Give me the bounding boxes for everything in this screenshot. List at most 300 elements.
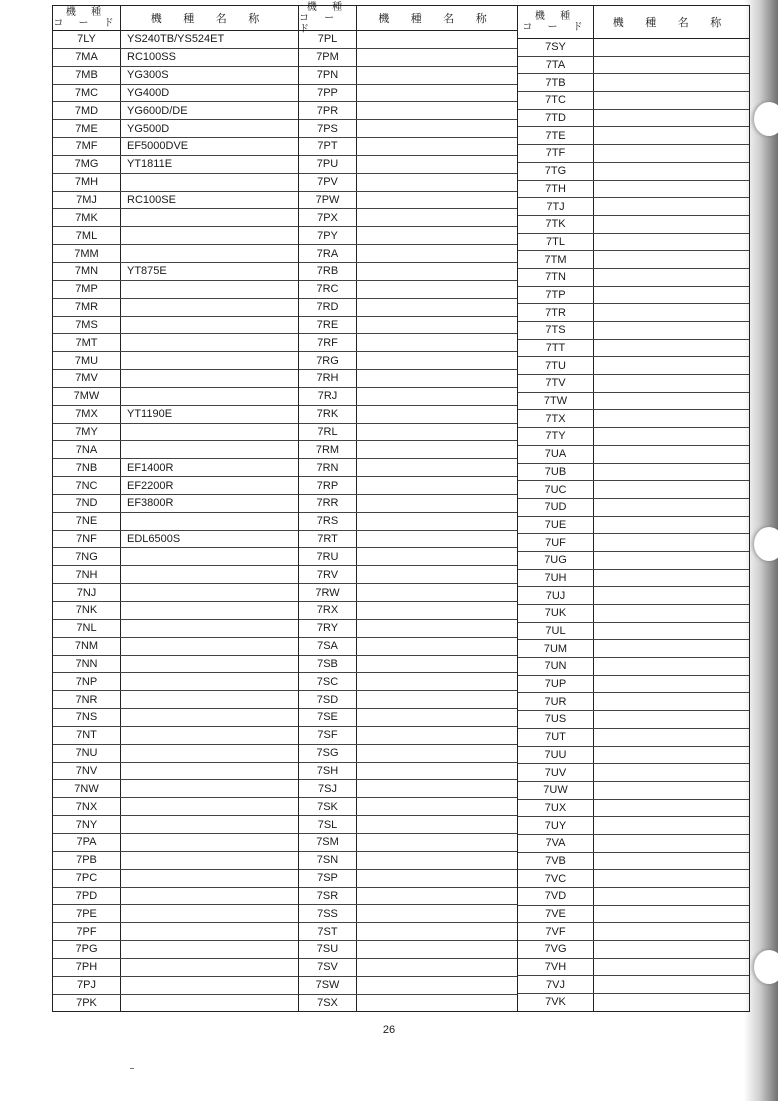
table-row <box>53 495 298 513</box>
table-row <box>53 245 298 263</box>
model-name-cell <box>357 798 517 815</box>
model-name-cell <box>357 245 517 262</box>
model-name-cell <box>357 513 517 530</box>
model-code-cell: 7TG <box>518 163 594 180</box>
model-code-cell: 7SP <box>299 870 357 887</box>
table-row <box>518 658 749 676</box>
model-code-cell: 7PA <box>53 834 121 851</box>
table-row <box>299 816 517 834</box>
model-name-cell <box>121 852 298 869</box>
table-row <box>518 39 749 57</box>
model-code-cell: 7PY <box>299 227 357 244</box>
model-code-cell: 7UB <box>518 464 594 481</box>
table-row <box>53 352 298 370</box>
table-row <box>53 745 298 763</box>
header-model-code <box>53 6 121 30</box>
model-code-cell: 7TU <box>518 357 594 374</box>
model-name-cell <box>357 816 517 833</box>
table-row <box>518 640 749 658</box>
table-row <box>518 269 749 287</box>
table-header <box>299 1 517 35</box>
model-name-cell <box>121 995 298 1012</box>
model-code-cell: 7PC <box>53 870 121 887</box>
table-row <box>518 534 749 552</box>
model-name-cell <box>594 110 749 127</box>
model-name-cell <box>594 127 749 144</box>
table-row <box>299 209 517 227</box>
model-name-cell <box>594 464 749 481</box>
model-code-cell: 7UK <box>518 605 594 622</box>
model-code-cell: 7NA <box>53 441 121 458</box>
table-row <box>299 584 517 602</box>
table-row <box>53 995 298 1012</box>
model-code-cell: 7UC <box>518 481 594 498</box>
model-code-cell: 7MG <box>53 156 121 173</box>
model-code-cell: 7NT <box>53 727 121 744</box>
model-name-cell <box>357 691 517 708</box>
table-row <box>299 870 517 888</box>
model-code-cell: 7TB <box>518 74 594 91</box>
model-name-cell <box>594 587 749 604</box>
table-row <box>518 959 749 977</box>
table-row <box>518 782 749 800</box>
model-code-cell: 7NM <box>53 638 121 655</box>
table-row <box>518 198 749 216</box>
model-code-cell: 7UM <box>518 640 594 657</box>
table-row <box>299 424 517 442</box>
table-row <box>518 570 749 588</box>
table-row <box>299 888 517 906</box>
model-name-cell: RC100SS <box>127 51 176 64</box>
model-code-cell: 7PX <box>299 209 357 226</box>
model-name-cell <box>357 638 517 655</box>
table-row <box>53 513 298 531</box>
table-header <box>53 6 298 31</box>
model-name-cell <box>357 959 517 976</box>
model-name-cell <box>121 763 298 780</box>
model-code-cell: 7RA <box>299 245 357 262</box>
model-name-cell <box>594 287 749 304</box>
table-row <box>518 375 749 393</box>
table-row <box>299 138 517 156</box>
model-code-cell: 7UX <box>518 800 594 817</box>
table-row <box>53 156 298 174</box>
model-name-cell <box>357 352 517 369</box>
model-code-cell: 7PE <box>53 905 121 922</box>
header-model-code <box>299 1 357 35</box>
model-name-cell <box>357 852 517 869</box>
model-name-cell <box>357 763 517 780</box>
table-row <box>299 495 517 513</box>
table-row <box>299 192 517 210</box>
model-code-cell: 7TL <box>518 234 594 251</box>
model-name-cell <box>121 620 298 637</box>
model-name-cell <box>121 209 298 226</box>
table-row <box>518 92 749 110</box>
model-code-cell: 7PS <box>299 120 357 137</box>
header-code-line1: 機 種 <box>534 11 577 22</box>
model-name-cell: YG400D <box>127 86 170 99</box>
model-name-cell <box>121 959 298 976</box>
table-row <box>299 263 517 281</box>
table-row <box>53 192 298 210</box>
table-row <box>518 711 749 729</box>
punch-hole <box>754 527 778 561</box>
table-row <box>518 481 749 499</box>
model-code-cell: 7TE <box>518 127 594 144</box>
model-code-cell: 7UF <box>518 534 594 551</box>
model-name-cell <box>594 517 749 534</box>
table-row <box>299 852 517 870</box>
table-row <box>53 299 298 317</box>
model-name-cell <box>594 74 749 91</box>
model-name-cell <box>594 163 749 180</box>
model-name-cell <box>594 640 749 657</box>
table-row <box>299 763 517 781</box>
model-name-cell <box>357 299 517 316</box>
model-code-cell: 7PP <box>299 85 357 102</box>
model-name-cell <box>594 570 749 587</box>
model-code-cell: 7PK <box>53 995 121 1012</box>
table-row <box>53 620 298 638</box>
table-row <box>518 304 749 322</box>
table-row <box>53 780 298 798</box>
table-row <box>53 459 298 477</box>
model-name-cell <box>357 620 517 637</box>
table-row <box>518 976 749 994</box>
model-code-cell: 7NS <box>53 709 121 726</box>
header-code-line2: コ ー ド <box>299 12 341 35</box>
model-name-cell <box>357 67 517 84</box>
header-code-line2: コ ー ド <box>53 18 120 29</box>
model-name-cell <box>594 623 749 640</box>
model-code-cell: 7SX <box>299 995 357 1012</box>
table-row <box>53 67 298 85</box>
model-code-cell: 7MR <box>53 299 121 316</box>
model-name-cell <box>594 800 749 817</box>
model-code-cell: 7NE <box>53 513 121 530</box>
model-code-cell: 7MP <box>53 281 121 298</box>
table-row <box>299 977 517 995</box>
model-name-cell <box>121 281 298 298</box>
table-row <box>53 763 298 781</box>
model-code-cell: 7TP <box>518 287 594 304</box>
model-code-cell: 7VF <box>518 923 594 940</box>
model-code-cell: 7MS <box>53 317 121 334</box>
table-row <box>518 835 749 853</box>
model-code-cell: 7MW <box>53 388 121 405</box>
model-name-cell <box>357 941 517 958</box>
model-code-cell: 7VE <box>518 906 594 923</box>
model-name-cell <box>357 727 517 744</box>
model-name-cell <box>357 388 517 405</box>
table-row <box>518 287 749 305</box>
model-code-cell: 7SS <box>299 905 357 922</box>
model-name-cell <box>594 658 749 675</box>
model-code-cell: 7PL <box>299 31 357 48</box>
model-code-cell: 7SU <box>299 941 357 958</box>
model-code-cell: 7MF <box>53 138 121 155</box>
model-name-cell <box>121 870 298 887</box>
table-row <box>299 798 517 816</box>
model-code-cell: 7UW <box>518 782 594 799</box>
model-code-cell: 7SV <box>299 959 357 976</box>
model-code-cell: 7UT <box>518 729 594 746</box>
model-code-cell: 7RG <box>299 352 357 369</box>
model-name-cell <box>357 227 517 244</box>
table-row <box>518 446 749 464</box>
model-name-cell <box>357 477 517 494</box>
model-code-cell: 7VG <box>518 941 594 958</box>
model-name-cell <box>594 393 749 410</box>
model-code-cell: 7RM <box>299 441 357 458</box>
table-row <box>299 602 517 620</box>
table-row <box>299 406 517 424</box>
model-name-cell <box>357 441 517 458</box>
model-name-cell <box>594 446 749 463</box>
table-rows <box>518 39 749 1011</box>
table-row <box>53 424 298 442</box>
model-code-cell: 7PF <box>53 923 121 940</box>
table-row <box>299 459 517 477</box>
model-name-cell <box>121 334 298 351</box>
table-row <box>299 923 517 941</box>
table-row <box>518 552 749 570</box>
model-name-cell <box>594 941 749 958</box>
model-code-cell: 7VC <box>518 870 594 887</box>
model-name-cell <box>357 424 517 441</box>
model-name-cell <box>357 192 517 209</box>
model-code-cell: 7SR <box>299 888 357 905</box>
model-name-cell <box>121 816 298 833</box>
model-name-cell <box>594 994 749 1011</box>
table-row <box>518 464 749 482</box>
model-code-cell: 7TS <box>518 322 594 339</box>
table-row <box>53 317 298 335</box>
model-name-cell <box>121 798 298 815</box>
table-block-1 <box>53 6 299 1011</box>
model-code-cell: 7NG <box>53 548 121 565</box>
model-code-cell: 7NR <box>53 691 121 708</box>
table-row <box>518 234 749 252</box>
table-row <box>299 834 517 852</box>
model-name-cell <box>594 605 749 622</box>
model-code-cell: 7PG <box>53 941 121 958</box>
table-row <box>299 441 517 459</box>
model-code-cell: 7SW <box>299 977 357 994</box>
table-row <box>518 994 749 1011</box>
model-code-cell: 7VK <box>518 994 594 1011</box>
model-code-cell: 7NK <box>53 602 121 619</box>
model-name-cell <box>357 602 517 619</box>
model-name-cell <box>357 566 517 583</box>
model-code-cell: 7PM <box>299 49 357 66</box>
model-name-cell <box>121 602 298 619</box>
table-row <box>53 709 298 727</box>
model-name-cell <box>357 905 517 922</box>
header-code-line2: コ ー ド <box>522 22 589 33</box>
model-name-cell: YS240TB/YS524ET <box>127 33 225 46</box>
model-name-cell <box>594 764 749 781</box>
model-name-cell: EF2200R <box>127 479 174 492</box>
table-row <box>299 709 517 727</box>
table-row <box>518 110 749 128</box>
model-name-cell <box>357 156 517 173</box>
model-code-table <box>52 1 750 1012</box>
table-row <box>299 174 517 192</box>
model-code-cell: 7TR <box>518 304 594 321</box>
model-code-cell: 7TW <box>518 393 594 410</box>
table-row <box>53 138 298 156</box>
model-code-cell: 7TF <box>518 145 594 162</box>
table-row <box>299 673 517 691</box>
model-name-cell <box>594 835 749 852</box>
header-model-code <box>518 6 594 38</box>
model-name-cell <box>594 375 749 392</box>
table-row <box>518 216 749 234</box>
model-name-cell <box>357 120 517 137</box>
model-code-cell: 7RD <box>299 299 357 316</box>
model-name-cell <box>594 711 749 728</box>
model-code-cell: 7PW <box>299 192 357 209</box>
model-code-cell: 7TX <box>518 410 594 427</box>
model-name-cell <box>121 673 298 690</box>
model-name-cell <box>594 959 749 976</box>
table-row <box>53 834 298 852</box>
model-code-cell: 7RR <box>299 495 357 512</box>
model-code-cell: 7TK <box>518 216 594 233</box>
model-code-cell: 7SL <box>299 816 357 833</box>
table-row <box>518 517 749 535</box>
table-row <box>53 406 298 424</box>
model-code-cell: 7SC <box>299 673 357 690</box>
model-code-cell: 7MH <box>53 174 121 191</box>
model-code-cell: 7MM <box>53 245 121 262</box>
model-code-cell: 7MB <box>53 67 121 84</box>
model-name-cell <box>357 673 517 690</box>
model-name-cell <box>357 370 517 387</box>
table-row <box>299 780 517 798</box>
table-row <box>53 798 298 816</box>
model-name-cell <box>594 481 749 498</box>
model-code-cell: 7SY <box>518 39 594 56</box>
table-row <box>518 747 749 765</box>
table-row <box>299 905 517 923</box>
model-code-cell: 7TA <box>518 57 594 74</box>
table-rows <box>53 31 298 1011</box>
model-code-cell: 7NP <box>53 673 121 690</box>
model-code-cell: 7SJ <box>299 780 357 797</box>
table-row <box>53 477 298 495</box>
model-code-cell: 7RU <box>299 548 357 565</box>
model-name-cell <box>121 691 298 708</box>
header-code-line1: 機 種 <box>306 1 349 13</box>
model-code-cell: 7NN <box>53 656 121 673</box>
table-row <box>518 428 749 446</box>
table-row <box>53 174 298 192</box>
model-name-cell <box>121 584 298 601</box>
model-code-cell: 7RX <box>299 602 357 619</box>
model-code-cell: 7TJ <box>518 198 594 215</box>
model-code-cell: 7TM <box>518 251 594 268</box>
model-name-cell: YT1190E <box>127 408 173 421</box>
table-row <box>53 923 298 941</box>
model-name-cell <box>121 834 298 851</box>
model-code-cell: 7SD <box>299 691 357 708</box>
table-row <box>299 102 517 120</box>
model-name-cell <box>594 322 749 339</box>
model-name-cell <box>594 853 749 870</box>
model-name-cell <box>594 428 749 445</box>
model-code-cell: 7VJ <box>518 976 594 993</box>
table-row <box>518 800 749 818</box>
model-code-cell: 7RF <box>299 334 357 351</box>
model-code-cell: 7RT <box>299 531 357 548</box>
model-code-cell: 7MC <box>53 85 121 102</box>
model-name-cell <box>121 923 298 940</box>
table-row <box>53 870 298 888</box>
model-name-cell <box>594 57 749 74</box>
model-name-cell <box>594 234 749 251</box>
model-name-cell <box>121 370 298 387</box>
table-row <box>518 605 749 623</box>
table-block-2 <box>299 1 518 1011</box>
model-name-cell <box>594 251 749 268</box>
table-row <box>299 49 517 67</box>
table-row <box>299 31 517 49</box>
table-row <box>53 85 298 103</box>
table-row <box>299 995 517 1012</box>
table-row <box>518 906 749 924</box>
table-row <box>518 729 749 747</box>
table-row <box>53 49 298 67</box>
model-name-cell: EF1400R <box>127 461 174 474</box>
model-name-cell <box>594 410 749 427</box>
table-row <box>518 693 749 711</box>
model-code-cell: 7VD <box>518 888 594 905</box>
model-name-cell <box>357 709 517 726</box>
model-name-cell <box>121 905 298 922</box>
model-code-cell: 7NU <box>53 745 121 762</box>
model-code-cell: 7RS <box>299 513 357 530</box>
table-row <box>53 727 298 745</box>
table-row <box>518 623 749 641</box>
model-name-cell <box>357 406 517 423</box>
model-name-cell <box>121 941 298 958</box>
table-row <box>518 74 749 92</box>
table-row <box>299 959 517 977</box>
model-code-cell: 7PJ <box>53 977 121 994</box>
table-row <box>299 245 517 263</box>
model-code-cell: 7UH <box>518 570 594 587</box>
model-name-cell <box>357 495 517 512</box>
table-row <box>53 31 298 49</box>
table-row <box>518 57 749 75</box>
model-code-cell: 7SF <box>299 727 357 744</box>
model-code-cell: 7RY <box>299 620 357 637</box>
model-code-cell: 7TT <box>518 340 594 357</box>
model-code-cell: 7RE <box>299 317 357 334</box>
model-name-cell <box>594 906 749 923</box>
model-name-cell <box>357 745 517 762</box>
model-name-cell <box>121 638 298 655</box>
model-code-cell: 7NH <box>53 566 121 583</box>
model-name-cell <box>121 977 298 994</box>
table-row <box>53 905 298 923</box>
model-name-cell <box>594 782 749 799</box>
model-code-cell: 7MV <box>53 370 121 387</box>
model-code-cell: 7NV <box>53 763 121 780</box>
